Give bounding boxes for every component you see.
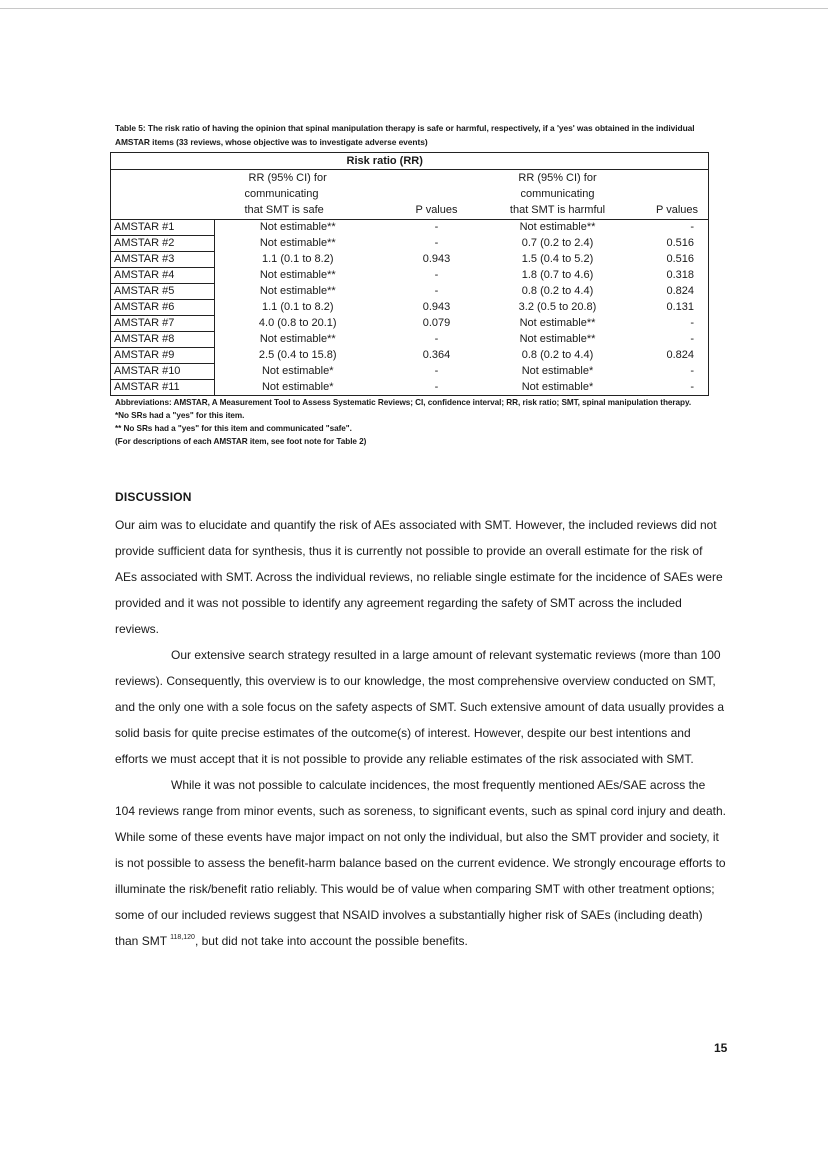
row-rr-harm: 0.7 (0.2 to 2.4): [521, 237, 594, 249]
table-row: [111, 348, 709, 364]
paragraph-3-tail: , but did not take into account the possible benefits.: [194, 934, 468, 948]
table-row: [111, 268, 709, 284]
row-p-harm: -: [623, 332, 709, 348]
row-p-safe: 0.364: [422, 349, 451, 361]
citation-ref: 118,120: [170, 934, 195, 941]
table-row: [111, 332, 709, 348]
row-rr-safe: Not estimable**: [259, 237, 336, 249]
row-item: AMSTAR #4: [111, 268, 215, 284]
row-item: AMSTAR #2: [111, 236, 215, 252]
table-row: [111, 380, 709, 396]
table-caption: [115, 121, 715, 149]
row-p-harm: 0.516: [623, 252, 709, 268]
row-item: AMSTAR #11: [111, 380, 215, 396]
row-rr-harm: 1.5 (0.4 to 5.2): [521, 253, 594, 265]
footnote-double-star: ** No SRs had a "yes" for this item and communicated "safe".: [115, 424, 352, 433]
page-number: 15: [714, 1041, 728, 1055]
table-footnotes: [115, 396, 715, 448]
row-p-harm: 0.131: [623, 300, 709, 316]
row-rr-harm: Not estimable**: [519, 221, 596, 234]
row-item: AMSTAR #10: [111, 364, 215, 380]
row-rr-harm: 0.8 (0.2 to 4.4): [521, 349, 594, 361]
table-row: [111, 252, 709, 268]
p-values-header-1: P values: [381, 170, 493, 220]
row-item: AMSTAR #9: [111, 348, 215, 364]
row-rr-safe: 2.5 (0.4 to 15.8): [258, 349, 337, 361]
row-rr-safe: Not estimable**: [259, 269, 336, 281]
item-column-header: [111, 170, 215, 220]
row-p-harm: 0.824: [623, 284, 709, 300]
table-row: [111, 236, 709, 252]
row-p-safe: -: [434, 237, 439, 249]
table-body: [111, 220, 709, 396]
row-rr-harm: 3.2 (0.5 to 20.8): [518, 301, 597, 313]
footnote-abbreviations: Abbreviations: AMSTAR, A Measurement Tool to Assess Systematic Reviews; CI, confidence interval; RR, risk ratio; SMT, spinal manipulation therapy.: [115, 398, 692, 407]
table-row: [111, 220, 709, 236]
row-p-safe: 0.079: [422, 317, 451, 329]
row-item: AMSTAR #3: [111, 252, 215, 268]
row-rr-safe: Not estimable**: [259, 333, 336, 345]
row-rr-safe: Not estimable*: [215, 380, 381, 396]
p-values-header-2: P values: [623, 170, 709, 220]
row-p-safe: -: [434, 221, 439, 234]
row-p-safe: -: [434, 365, 439, 377]
row-p-harm: -: [623, 364, 709, 380]
harm-header-line2: communicating: [520, 188, 595, 200]
row-item: AMSTAR #5: [111, 284, 215, 300]
row-p-harm: 0.516: [623, 236, 709, 252]
table-group-header-row: [111, 153, 709, 170]
table-caption-text: The risk ratio of having the opinion that spinal manipulation therapy is safe or harmful, respectively, if a 'yes' was obtained in the individual AMSTAR items (33 reviews, whose objective was to investigate adverse events): [115, 123, 695, 147]
row-p-safe: -: [434, 269, 439, 281]
safe-header-line2: communicating: [244, 188, 319, 200]
table-row: [111, 300, 709, 316]
row-rr-harm: Not estimable*: [521, 365, 594, 377]
discussion-paragraph-3: [115, 772, 727, 954]
row-p-safe: 0.943: [422, 301, 451, 313]
safe-header-line1: RR (95% CI) for: [248, 172, 327, 184]
safe-header-line3: that SMT is safe: [244, 204, 324, 216]
harm-column-header: [493, 170, 623, 220]
row-item: AMSTAR #1: [111, 220, 215, 236]
row-p-safe: -: [434, 333, 439, 345]
row-rr-harm: 1.8 (0.7 to 4.6): [521, 269, 594, 281]
amstar-risk-ratio-table: [110, 152, 709, 396]
risk-ratio-header: Risk ratio (RR): [215, 153, 709, 170]
row-p-harm: -: [623, 380, 709, 396]
row-p-safe: 0.943: [422, 253, 451, 265]
top-rule: [0, 8, 828, 9]
row-p-harm: 0.824: [623, 348, 709, 364]
safe-column-header: [215, 170, 381, 220]
row-rr-safe: 1.1 (0.1 to 8.2): [261, 301, 334, 313]
table-column-header-row: [111, 170, 709, 220]
row-item: AMSTAR #8: [111, 332, 215, 348]
row-p-harm: -: [623, 316, 709, 332]
paragraph-3-text: While it was not possible to calculate incidences, the most frequently mentioned AEs/SAE across the 104 reviews range from minor events, such as soreness, to significant events, such as spinal cord injury and death. While some of these events have major impact on not only the individual, but also the SMT provider and society, it is not possible to assess the benefit-harm balance based on the current evidence. We strongly encourage efforts to illuminate the risk/benefit ratio reliably. This would be of value when comparing SMT with other treatment options; some of our included reviews suggest that NSAID involves a substantially higher risk of SAEs (including death) than SMT: [115, 778, 726, 948]
harm-header-line1: RR (95% CI) for: [518, 172, 597, 184]
discussion-heading: DISCUSSION: [115, 490, 192, 504]
row-rr-harm: Not estimable**: [519, 333, 596, 345]
discussion-body: [115, 512, 727, 954]
row-item: AMSTAR #7: [111, 316, 215, 332]
row-rr-harm: Not estimable**: [519, 317, 596, 329]
row-rr-safe: 1.1 (0.1 to 8.2): [261, 253, 334, 265]
harm-header-line3: that SMT is harmful: [509, 204, 606, 216]
table-row: [111, 284, 709, 300]
row-rr-harm: 0.8 (0.2 to 4.4): [521, 285, 594, 297]
row-rr-safe: Not estimable**: [259, 285, 336, 297]
discussion-paragraph-1: Our aim was to elucidate and quantify the risk of AEs associated with SMT. However, the included reviews did not provide sufficient data for synthesis, thus it is currently not possible to provide an overall estimate for the risk of AEs associated with SMT. Across the individual reviews, no reliable single estimate for the incidence of SAEs were provided and it was not possible to identify any agreement regarding the safety of SMT across the included reviews.: [115, 518, 723, 636]
footnote-single-star: *No SRs had a "yes" for this item.: [115, 411, 245, 420]
row-p-safe: -: [381, 380, 493, 396]
row-rr-safe: 4.0 (0.8 to 20.1): [258, 317, 337, 329]
row-item: AMSTAR #6: [111, 300, 215, 316]
table-caption-label: Table 5:: [115, 123, 146, 133]
row-p-harm: -: [623, 220, 709, 236]
table-row: [111, 364, 709, 380]
discussion-paragraph-2: Our extensive search strategy resulted in a large amount of relevant systematic reviews (more than 100 reviews). Consequently, this overview is to our knowledge, the most comprehensive overview conducted on SMT, and the only one with a sole focus on the safety aspects of SMT. Such extensive amount of data usually provides a solid basis for quite precise estimates of the outcome(s) of interest. However, despite our best intentions and efforts we must accept that it is not possible to provide any reliable estimates of the risk associated with SMT.: [115, 648, 725, 766]
row-rr-harm: Not estimable*: [493, 380, 623, 396]
row-rr-safe: Not estimable**: [259, 221, 336, 234]
footnote-amstar-descriptions: (For descriptions of each AMSTAR item, see foot note for Table 2): [115, 437, 367, 446]
table-row: [111, 316, 709, 332]
row-rr-safe: Not estimable*: [261, 365, 334, 377]
row-p-safe: -: [434, 285, 439, 297]
row-p-harm: 0.318: [623, 268, 709, 284]
